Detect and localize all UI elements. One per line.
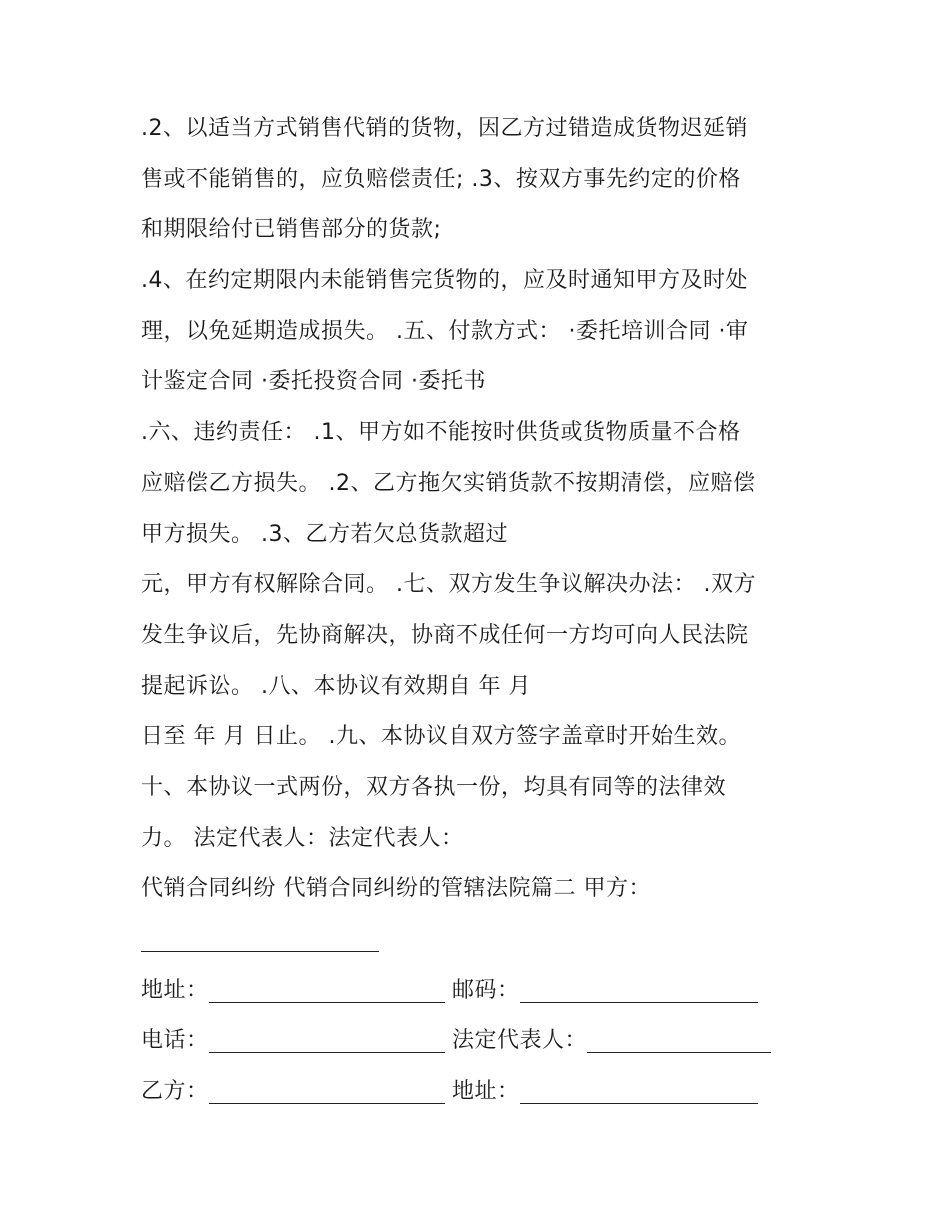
legal-rep-blank (587, 1024, 771, 1053)
party-b-label: 乙方： (141, 1079, 209, 1105)
form-row-address (141, 966, 821, 1017)
party-b-address-blank (520, 1075, 758, 1104)
contract-body (141, 104, 821, 1118)
text-line: 力。 法定代表人：法定代表人： (141, 825, 464, 851)
form-row-party-b (141, 1067, 821, 1118)
text-line: 和期限给付已销售部分的货款; (141, 217, 442, 243)
postcode-blank (520, 974, 758, 1003)
phone-blank (209, 1024, 445, 1053)
party-a-blank-line (141, 915, 821, 966)
party-a-name-blank (141, 923, 379, 952)
text-line: 日至 年 月 日止。 .九、本协议自双方签字盖章时开始生效。 (141, 724, 741, 750)
phone-label: 电话： (141, 1028, 209, 1054)
legal-rep-label: 法定代表人： (452, 1028, 588, 1054)
text-line: 十、本协议一式两份，双方各执一份，均具有同等的法律效 (141, 774, 727, 800)
text-line: 售或不能销售的，应负赔偿责任; .3、按双方事先约定的价格 (141, 166, 741, 192)
text-line: .2、以适当方式销售代销的货物，因乙方过错造成货物迟延销 (141, 116, 748, 141)
text-line: .4、在约定期限内未能销售完货物的，应及时通知甲方及时处 (141, 268, 748, 294)
text-line: 代销合同纠纷 代销合同纠纷的管辖法院篇二 甲方： (141, 876, 651, 902)
text-line: 应赔偿乙方损失。 .2、乙方拖欠实销货款不按期清偿，应赔偿 (141, 470, 756, 496)
text-line: 元，甲方有权解除合同。 .七、双方发生争议解决办法： .双方 (141, 572, 756, 598)
party-b-address-label: 地址： (452, 1079, 520, 1105)
text-line: 提起诉讼。 .八、本协议有效期自 年 月 (141, 673, 531, 699)
form-row-phone (141, 1016, 821, 1067)
text-line: 计鉴定合同 ·委托投资合同 ·委托书 (141, 369, 486, 395)
text-line: .六、违约责任： .1、甲方如不能按时供货或货物质量不合格 (141, 420, 741, 446)
address-blank (209, 974, 445, 1003)
text-line: 发生争议后，先协商解决，协商不成任何一方均可向人民法院 (141, 622, 749, 648)
party-b-blank (209, 1075, 445, 1104)
text-line: 甲方损失。 .3、乙方若欠总货款超过 (141, 521, 508, 547)
postcode-label: 邮码： (452, 977, 520, 1003)
text-line: 理，以免延期造成损失。 .五、付款方式： ·委托培训合同 ·审 (141, 318, 749, 344)
address-label: 地址： (141, 977, 209, 1003)
